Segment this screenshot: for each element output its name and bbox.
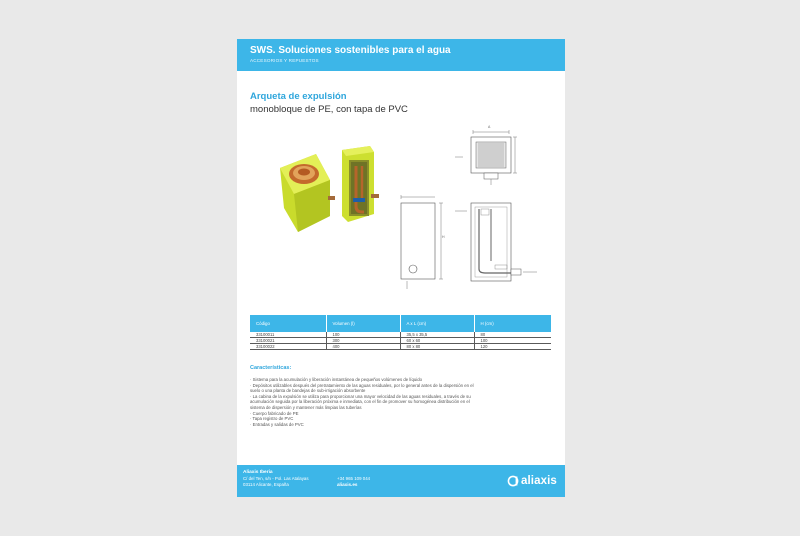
table-cell: 80 x 80 bbox=[400, 344, 474, 350]
drawing-section-view bbox=[451, 199, 543, 289]
footer-phone: +34 965 109 044 bbox=[337, 476, 371, 481]
table-cell: 300 bbox=[326, 338, 400, 344]
spec-table-header-row bbox=[250, 315, 551, 332]
tank-cutaway-render bbox=[342, 146, 379, 222]
drawing-top-view bbox=[451, 129, 523, 187]
table-row bbox=[250, 344, 551, 350]
table-cell: 80 bbox=[474, 332, 551, 338]
aliaxis-logo-icon bbox=[507, 475, 519, 487]
page-header bbox=[237, 39, 565, 71]
list-item: · Entradas y salidas de PVC bbox=[250, 421, 304, 427]
header-title: SWS. Soluciones sostenibles para el agua bbox=[250, 45, 451, 56]
table-cell: 33100011 bbox=[250, 332, 326, 338]
drawing-front-view bbox=[387, 189, 451, 291]
footer-address-line2: 03114 Alicante, España bbox=[243, 481, 289, 487]
page-footer bbox=[237, 465, 565, 497]
spec-table-header-size: A x L (cm) bbox=[400, 315, 474, 332]
aliaxis-logo bbox=[507, 475, 557, 487]
table-cell: 35,5 x 35,5 bbox=[400, 332, 474, 338]
footer-address-line1: C/ del Ten, s/n - Pol. Las Atalayas bbox=[243, 476, 309, 481]
features-title: Características: bbox=[250, 365, 292, 371]
list-item: · Tapa registro de PVC bbox=[250, 416, 294, 422]
features-list bbox=[250, 377, 550, 427]
spec-table-header-volume: Volumen (l) bbox=[326, 315, 400, 332]
list-item: · Cuerpo fabricado de PE bbox=[250, 410, 299, 416]
product-render-image bbox=[250, 136, 386, 246]
list-item: · Sistema para la acumulación y liberación instantánea de pequeños volúmenes de líquido bbox=[250, 377, 422, 382]
header-subtitle: ACCESORIOS Y REPUESTOS bbox=[250, 58, 319, 63]
table-cell: 60 x 60 bbox=[400, 338, 474, 344]
list-item: acumulación seguida por la liberación próxima e inmediata, con el fin de promover su homogénea distribución en el bbox=[250, 399, 470, 405]
aliaxis-logo-text: aliaxis bbox=[521, 475, 557, 487]
list-item: · Depósitos utilizables después del pretratamiento de las aguas residuales, por lo general antes de la dispersión en el bbox=[250, 382, 474, 388]
spec-table-header-height: H (cm) bbox=[474, 315, 551, 332]
table-cell: 33100021 bbox=[250, 338, 326, 344]
dim-label-height: H bbox=[442, 235, 445, 239]
spec-table bbox=[250, 315, 551, 350]
product-title: Arqueta de expulsión bbox=[250, 91, 347, 102]
footer-website-link[interactable]: aliaxis.es bbox=[337, 482, 358, 487]
spec-table-header-code: Código bbox=[250, 315, 326, 332]
list-item: · La cabina de la expulsión se utiliza para proporcionar una mayor velocidad de las aguas residuales, a través de su bbox=[250, 393, 471, 399]
dim-label-width: A bbox=[488, 125, 491, 129]
footer-company: Aliaxis Iberia bbox=[243, 470, 273, 475]
table-cell: 33100022 bbox=[250, 344, 326, 350]
table-cell: 100 bbox=[326, 332, 400, 338]
table-cell: 120 bbox=[474, 344, 551, 350]
product-subtitle: monobloque de PE, con tapa de PVC bbox=[250, 104, 408, 115]
datasheet-page bbox=[237, 39, 565, 497]
list-item: suelo o una planta de bandejas de sub-irrigación absorbente bbox=[250, 388, 366, 394]
list-item: sistema de dispersión y mantener más limpias las tuberías bbox=[250, 404, 362, 410]
table-cell: 100 bbox=[474, 338, 551, 344]
table-cell: 400 bbox=[326, 344, 400, 350]
